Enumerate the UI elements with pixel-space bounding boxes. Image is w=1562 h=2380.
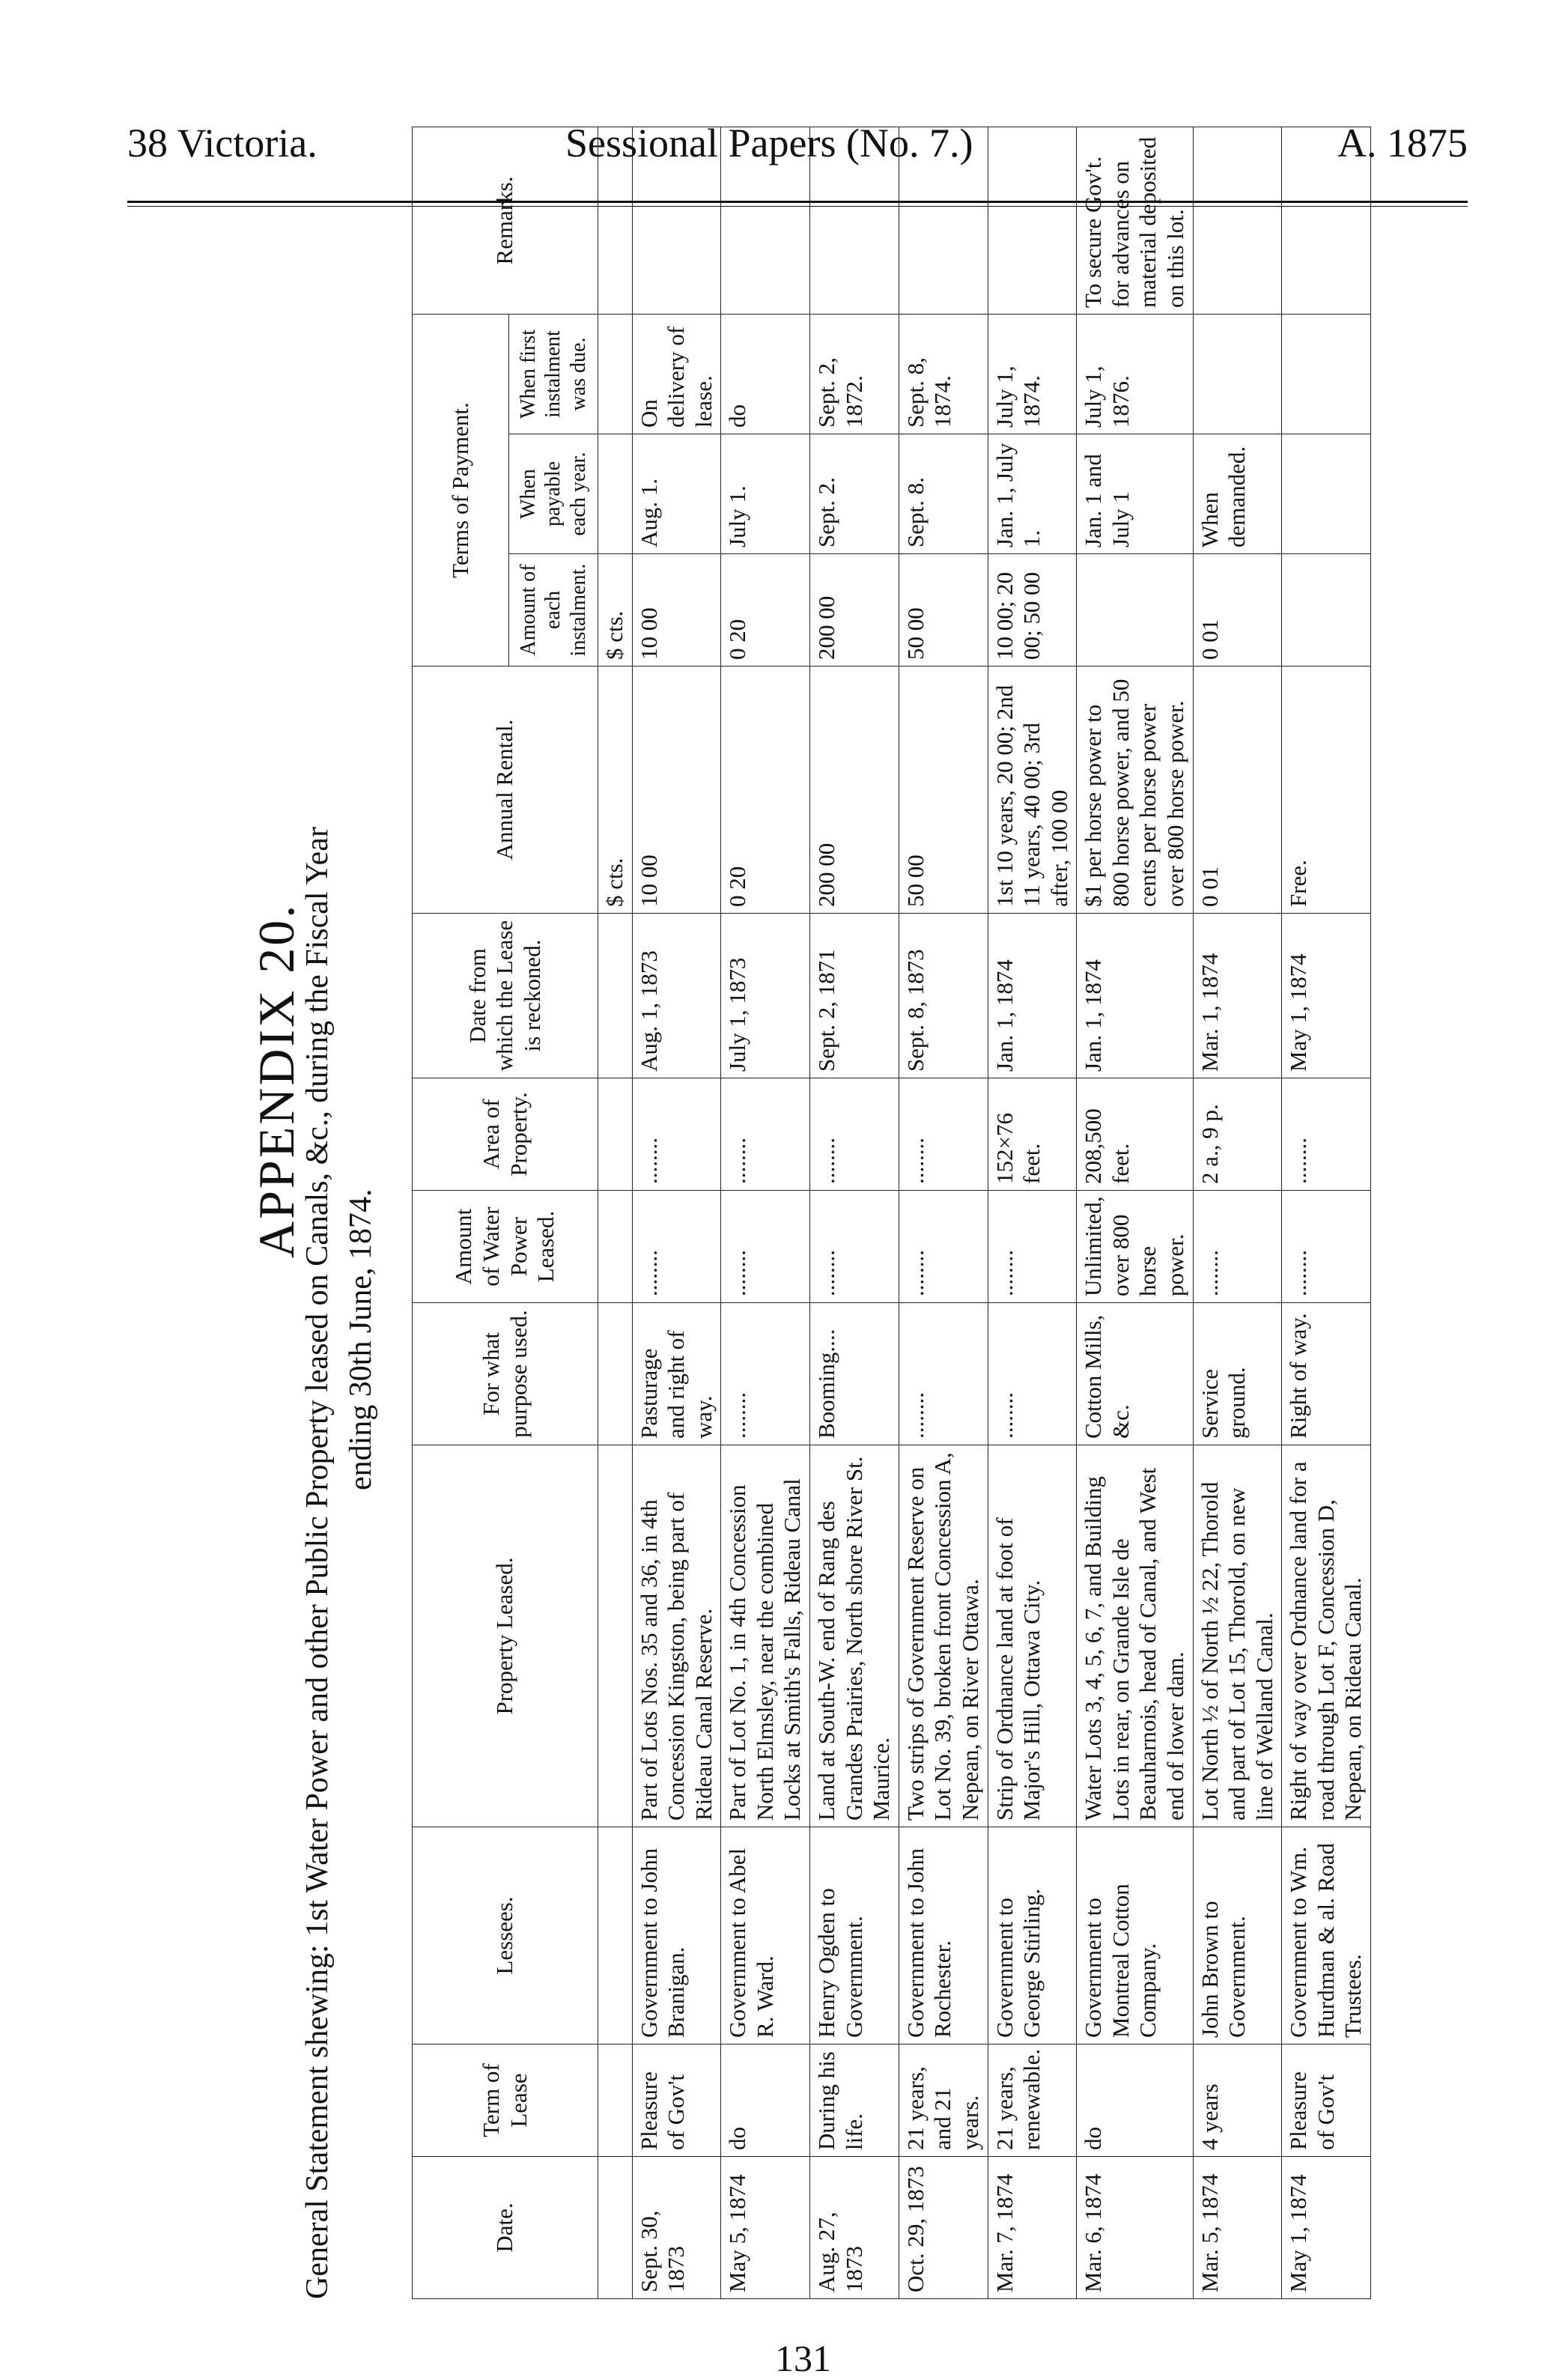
cell-lessees: Government to George Stirling.: [988, 1827, 1077, 2044]
year-label: A. 1875: [1337, 121, 1468, 166]
table-row: [632, 127, 721, 2298]
col-rental: Annual Rental.: [413, 667, 598, 914]
cell-when-payable: Aug. 1.: [632, 434, 721, 554]
cell-instalment: 200 00: [810, 554, 899, 667]
cell-first-due: [1282, 314, 1371, 434]
cell-term: 4 years: [1193, 2044, 1282, 2157]
cell-property: Strip of Ordnance land at foot of Major's Hill, Ottawa City.: [988, 1445, 1077, 1827]
cell-date: Sept. 30, 1873: [632, 2157, 721, 2299]
col-water-power: Amount of Water Power Leased.: [413, 1191, 598, 1303]
cell-purpose: ........: [721, 1303, 810, 1445]
cell-property: Part of Lots Nos. 35 and 36, in 4th Concession Kingston, being part of Rideau Canal Reserve.: [632, 1445, 721, 1827]
cell-rental: 0 20: [721, 667, 810, 914]
statement-title: [300, 127, 335, 2299]
cell-instalment: 0 01: [1193, 554, 1282, 667]
cell-area: 208,500 feet.: [1077, 1078, 1193, 1191]
cell-when-payable: Sept. 8.: [899, 434, 988, 554]
cell-water-power: ........: [1282, 1191, 1371, 1303]
cell-rental: $1 per horse power to 800 horse power, and 50 cents per horse power over 800 horse power.: [1077, 667, 1193, 914]
col-purpose: For what purpose used.: [413, 1303, 598, 1445]
cell-purpose: Cotton Mills, &c.: [1077, 1303, 1193, 1445]
cell-term: Pleasure of Gov't: [632, 2044, 721, 2157]
cell-when-payable: When demanded.: [1193, 434, 1282, 554]
cell-area: 2 a., 9 p.: [1193, 1078, 1282, 1191]
cell-date-from: Jan. 1, 1874: [988, 914, 1077, 1078]
table-row: [988, 127, 1077, 2298]
cell-instalment: 10 00; 20 00; 50 00: [988, 554, 1077, 667]
cell-when-payable: July 1.: [721, 434, 810, 554]
cell-lessees: Government to John Rochester.: [899, 1827, 988, 2044]
cell-water-power: ........: [899, 1191, 988, 1303]
cell-date-from: Mar. 1, 1874: [1193, 914, 1282, 1078]
col-property: Property Leased.: [413, 1445, 598, 1827]
cell-when-payable: Jan. 1, July 1.: [988, 434, 1077, 554]
cell-first-due: Sept. 2, 1872.: [810, 314, 899, 434]
col-first-due: When first instalment was due.: [509, 314, 598, 434]
cell-date-from: May 1, 1874: [1282, 914, 1371, 1078]
cell-remarks: [810, 127, 899, 314]
cell-water-power: Unlimited, over 800 horse power.: [1077, 1191, 1193, 1303]
cell-remarks: To secure Gov't. for advances on material deposited on this lot.: [1077, 127, 1193, 314]
cell-term: do: [1077, 2044, 1193, 2157]
col-date-from: Date from which the Lease is reckoned.: [413, 914, 598, 1078]
col-lessees: Lessees.: [413, 1827, 598, 2044]
cell-date: May 5, 1874: [721, 2157, 810, 2299]
cell-first-due: July 1, 1876.: [1077, 314, 1193, 434]
lease-table: [412, 127, 1371, 2299]
cell-water-power: ........: [1193, 1191, 1282, 1303]
cell-water-power: ........: [810, 1191, 899, 1303]
col-terms-group: Terms of Payment.: [413, 314, 509, 666]
cell-date: Aug. 27, 1873: [810, 2157, 899, 2299]
cell-instalment: [1282, 554, 1371, 667]
cell-term: 21 years, renewable.: [988, 2044, 1077, 2157]
cell-remarks: [899, 127, 988, 314]
cell-property: Land at South-W. end of Rang des Grandes Prairies, North shore River St. Maurice.: [810, 1445, 899, 1827]
col-date: Date.: [413, 2157, 598, 2299]
statement-title-line1: shewing: 1st Water Power and other Public Property leased on Canals, &c., during the Fiscal Year: [300, 827, 335, 2059]
cell-lessees: Government to John Branigan.: [632, 1827, 721, 2044]
cell-first-due: Sept. 8, 1874.: [899, 314, 988, 434]
cell-first-due: On delivery of lease.: [632, 314, 721, 434]
cell-property: Lot North ½ of North ½ 22, Thorold and part of Lot 15, Thorold, on new line of Welland Canal.: [1193, 1445, 1282, 1827]
cell-remarks: [1282, 127, 1371, 314]
cell-term: do: [721, 2044, 810, 2157]
cell-date: Oct. 29, 1873: [899, 2157, 988, 2299]
cell-lessees: Henry Ogden to Government.: [810, 1827, 899, 2044]
table-row: [1077, 127, 1193, 2298]
cell-property: Right of way over Ordnance land for a road through Lot F, Concession D, Nepean, on Rideau Canal.: [1282, 1445, 1371, 1827]
cell-property: Two strips of Government Reserve on Lot No. 39, broken front Concession A, Nepean, on River Ottawa.: [899, 1445, 988, 1827]
cell-lessees: John Brown to Government.: [1193, 1827, 1282, 2044]
cell-date: Mar. 5, 1874: [1193, 2157, 1282, 2299]
cell-term: 21 years, and 21 years.: [899, 2044, 988, 2157]
cell-first-due: July 1, 1874.: [988, 314, 1077, 434]
cell-first-due: do: [721, 314, 810, 434]
cell-term: Pleasure of Gov't: [1282, 2044, 1371, 2157]
cell-area: ........: [632, 1078, 721, 1191]
cell-remarks: [632, 127, 721, 314]
cell-purpose: ........: [899, 1303, 988, 1445]
cell-date: Mar. 6, 1874: [1077, 2157, 1193, 2299]
statement-lead: General Statement: [300, 2065, 335, 2299]
cell-remarks: [721, 127, 810, 314]
cell-rental: Free.: [1282, 667, 1371, 914]
table-row: [1193, 127, 1282, 2298]
rotated-statement-sheet: [142, 127, 1460, 2299]
units-row: [598, 127, 633, 2298]
cell-rental: 200 00: [810, 667, 899, 914]
cell-remarks: [1193, 127, 1282, 314]
table-row: [721, 127, 810, 2298]
cell-date-from: Aug. 1, 1873: [632, 914, 721, 1078]
table-row: [899, 127, 988, 2298]
lease-rows: [632, 127, 1370, 2298]
cell-lessees: Government to Wm. Hurdman & al. Road Trustees.: [1282, 1827, 1371, 2044]
appendix-heading-wrap: [247, 127, 307, 2299]
appendix-title: APPENDIX 20.: [248, 902, 305, 1258]
cell-when-payable: [1282, 434, 1371, 554]
instalment-unit: $ cts.: [598, 554, 633, 667]
cell-remarks: [988, 127, 1077, 314]
col-area: Area of Property.: [413, 1078, 598, 1191]
col-when-payable: When payable each year.: [509, 434, 598, 554]
table-row: [810, 127, 899, 2298]
col-term: Term of Lease: [413, 2044, 598, 2157]
cell-lessees: Government to Montreal Cotton Company.: [1077, 1827, 1193, 2044]
cell-date-from: Jan. 1, 1874: [1077, 914, 1193, 1078]
page-number: 131: [775, 2337, 831, 2379]
cell-property: Part of Lot No. 1, in 4th Concession North Elmsley, near the combined Locks at Smith's Falls, Rideau Canal: [721, 1445, 810, 1827]
cell-rental: 50 00: [899, 667, 988, 914]
cell-rental: 1st 10 years, 20 00; 2nd 11 years, 40 00; 3rd after, 100 00: [988, 667, 1077, 914]
cell-purpose: Service ground.: [1193, 1303, 1282, 1445]
cell-instalment: [1077, 554, 1193, 667]
rental-unit: $ cts.: [598, 667, 633, 914]
col-instalment: Amount of each instalment.: [509, 554, 598, 667]
table-row: [1282, 127, 1371, 2298]
cell-date-from: Sept. 2, 1871: [810, 914, 899, 1078]
session-label: 38 Victoria.: [127, 121, 317, 166]
cell-property: Water Lots 3, 4, 5, 6, 7, and Building Lots in rear, on Grande Isle de Beauharnois, head of Canal, and West end of lower dam.: [1077, 1445, 1193, 1827]
cell-date: Mar. 7, 1874: [988, 2157, 1077, 2299]
cell-lessees: Government to Abel R. Ward.: [721, 1827, 810, 2044]
col-remarks: Remarks.: [413, 127, 598, 314]
cell-rental: 10 00: [632, 667, 721, 914]
cell-term: During his life.: [810, 2044, 899, 2157]
cell-water-power: ........: [721, 1191, 810, 1303]
cell-water-power: ........: [988, 1191, 1077, 1303]
cell-when-payable: Jan. 1 and July 1: [1077, 434, 1193, 554]
cell-area: ........: [721, 1078, 810, 1191]
cell-date: May 1, 1874: [1282, 2157, 1371, 2299]
cell-area: ........: [810, 1078, 899, 1191]
cell-date-from: Sept. 8, 1873: [899, 914, 988, 1078]
cell-date-from: July 1, 1873: [721, 914, 810, 1078]
cell-purpose: Pasturage and right of way.: [632, 1303, 721, 1445]
cell-area: ........: [899, 1078, 988, 1191]
statement-title-line2: ending 30th June, 1874.: [344, 1189, 378, 1490]
cell-area: ........: [1282, 1078, 1371, 1191]
cell-instalment: 50 00: [899, 554, 988, 667]
cell-instalment: 0 20: [721, 554, 810, 667]
cell-purpose: ........: [988, 1303, 1077, 1445]
cell-water-power: ........: [632, 1191, 721, 1303]
cell-instalment: 10 00: [632, 554, 721, 667]
cell-area: 152×76 feet.: [988, 1078, 1077, 1191]
cell-rental: 0 01: [1193, 667, 1282, 914]
cell-first-due: [1193, 314, 1282, 434]
sessional-papers-label: Sessional Papers (No. 7.): [565, 121, 973, 166]
cell-when-payable: Sept. 2.: [810, 434, 899, 554]
cell-purpose: Right of way.: [1282, 1303, 1371, 1445]
cell-purpose: Booming....: [810, 1303, 899, 1445]
